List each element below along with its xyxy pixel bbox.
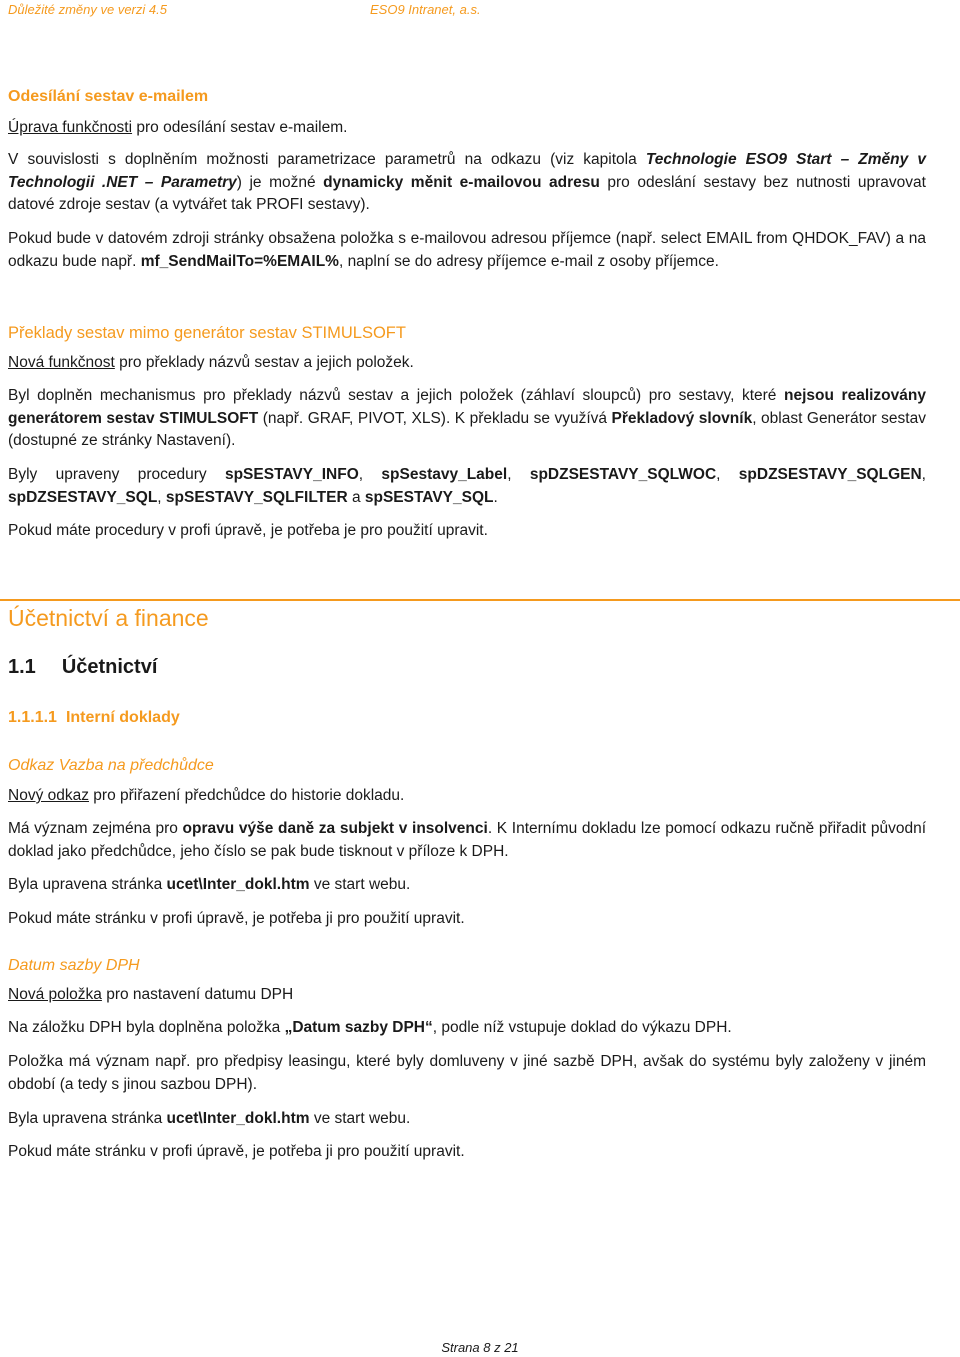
change-type-link: Nová funkčnost bbox=[8, 354, 115, 371]
section-title-email: Odesílání sestav e-mailem bbox=[8, 88, 209, 105]
text: , oblast Generátor sestav (dostupné ze stránky Nastavení). bbox=[8, 409, 926, 449]
procedure-name: spDZSESTAVY_SQL bbox=[8, 488, 158, 506]
text: Pokud bude v datovém zdroji stránky obsažena položka s e-mailovou adresou příjemce (např. select EMAIL from QHDOK_FAV) a na odkazu bude např. bbox=[8, 230, 926, 270]
paragraph bbox=[8, 1108, 926, 1131]
text: , bbox=[507, 466, 530, 483]
paragraph: Položka má význam např. pro předpisy leasingu, které byly domluveny v jiné sazbě DPH, avšak do systému byly založeny v jiném období (a tedy s jinou sazbou DPH). bbox=[8, 1053, 926, 1093]
text: pro přiřazení předchůdce do historie dokladu. bbox=[88, 787, 405, 804]
page-header-left: Důležité změny ve verzi 4.5 bbox=[8, 2, 167, 17]
heading-text: Interní doklady bbox=[65, 709, 180, 726]
paragraph bbox=[8, 874, 926, 897]
text: a bbox=[347, 488, 365, 506]
chapter-divider bbox=[0, 599, 960, 601]
text: , bbox=[921, 466, 926, 483]
text: Byl doplněn mechanismus pro překlady názvů sestav a jejich položek (záhlaví sloupců) pro sestavy, které bbox=[8, 387, 785, 404]
chapter-title: Účetnictví a finance bbox=[8, 605, 209, 631]
text: Byla upravena stránka bbox=[8, 876, 167, 893]
paragraph: Pokud máte stránku v profi úpravě, je potřeba ji pro použití upravit. bbox=[8, 1143, 465, 1160]
procedure-name: spDZSESTAVY_SQLWOC bbox=[529, 466, 717, 483]
paragraph bbox=[8, 818, 926, 863]
procedure-name: spSESTAVY_SQL bbox=[364, 488, 494, 506]
change-type-link: Nový odkaz bbox=[8, 787, 89, 804]
emphasis: nejsou realizovány generátorem sestav STIMULSOFT bbox=[8, 387, 926, 427]
text: Na záložku DPH byla doplněna položka bbox=[8, 1019, 285, 1036]
paragraph bbox=[8, 352, 926, 375]
text: (např. GRAF, PIVOT, XLS). K překladu se využívá bbox=[258, 409, 612, 427]
text: V souvislosti s doplněním možnosti parametrizace parametrů na odkazu (viz kapitola bbox=[8, 151, 646, 168]
section-title-translations: Překlady sestav mimo generátor sestav STIMULSOFT bbox=[8, 324, 406, 342]
text: pro odeslání sestavy bez nutnosti upravovat datové zdroje sestav (a vytvářet tak PROFI sestavy). bbox=[8, 173, 926, 213]
section-title-predecessor: Odkaz Vazba na předchůdce bbox=[8, 757, 214, 774]
text: Byla upravena stránka bbox=[8, 1110, 167, 1127]
emphasis: Překladový slovník bbox=[611, 409, 753, 427]
emphasis: „Datum sazby DPH“ bbox=[284, 1019, 433, 1036]
text: , naplní se do adresy příjemce e-mail z osoby příjemce. bbox=[338, 252, 719, 270]
paragraph bbox=[8, 117, 926, 140]
paragraph bbox=[8, 385, 926, 453]
text: pro překlady názvů sestav a jejich položek. bbox=[114, 354, 414, 371]
heading-number: 1.1 bbox=[8, 656, 36, 678]
page-header-center: ESO9 Intranet, a.s. bbox=[370, 2, 481, 17]
emphasis: opravu výše daně za subjekt v insolvenci bbox=[182, 820, 488, 837]
procedure-name: spSESTAVY_INFO bbox=[224, 466, 359, 483]
heading-number: 1.1.1.1 bbox=[8, 709, 57, 726]
procedure-name: spSESTAVY_SQLFILTER bbox=[165, 488, 348, 506]
page-path: ucet\Inter_dokl.htm bbox=[166, 1110, 310, 1127]
text: ) je možné bbox=[236, 173, 324, 191]
text: Má význam zejména pro bbox=[8, 820, 183, 837]
text: , bbox=[157, 488, 166, 506]
paragraph bbox=[8, 1017, 926, 1040]
paragraph bbox=[8, 984, 926, 1007]
text: ve start webu. bbox=[309, 876, 411, 893]
text: , bbox=[358, 466, 382, 483]
heading-text: Účetnictví bbox=[61, 656, 158, 678]
text: Byly upraveny procedury bbox=[8, 466, 225, 483]
paragraph bbox=[8, 228, 926, 273]
paragraph bbox=[8, 785, 926, 808]
paragraph bbox=[8, 149, 926, 217]
heading-4 bbox=[8, 709, 180, 727]
change-type-link: Nová položka bbox=[8, 986, 102, 1003]
text: . bbox=[493, 488, 498, 506]
text: . K Internímu dokladu lze pomocí odkazu ručně přiřadit původní doklad jako předchůdce, jeho číslo se pak bude tisknout v příloze k DPH. bbox=[8, 820, 927, 860]
page-path: ucet\Inter_dokl.htm bbox=[166, 876, 310, 893]
paragraph: Pokud máte procedury v profi úpravě, je potřeba je pro použití upravit. bbox=[8, 522, 488, 539]
emphasis: dynamicky měnit e-mailovou adresu bbox=[323, 173, 600, 191]
text: pro odesílání sestav e-mailem. bbox=[132, 119, 348, 136]
procedure-name: spSestavy_Label bbox=[381, 466, 508, 483]
text: ve start webu. bbox=[309, 1110, 411, 1127]
page-number: Strana 8 z 21 bbox=[441, 1340, 519, 1355]
paragraph: Pokud máte stránku v profi úpravě, je potřeba ji pro použití upravit. bbox=[8, 910, 465, 927]
text: pro nastavení datumu DPH bbox=[101, 986, 294, 1003]
procedure-name: spDZSESTAVY_SQLGEN bbox=[738, 466, 922, 483]
heading-2 bbox=[8, 656, 157, 679]
chapter-reference: Technologie ESO9 Start – Změny v Technologii .NET – Parametry bbox=[8, 151, 927, 191]
change-type-link: Úprava funkčnosti bbox=[8, 119, 133, 136]
text: , bbox=[716, 466, 739, 483]
section-title-vat-date: Datum sazby DPH bbox=[8, 957, 140, 974]
paragraph bbox=[8, 464, 926, 509]
code-parameter: mf_SendMailTo=%EMAIL% bbox=[140, 252, 339, 270]
text: , podle níž vstupuje doklad do výkazu DPH. bbox=[432, 1019, 732, 1036]
